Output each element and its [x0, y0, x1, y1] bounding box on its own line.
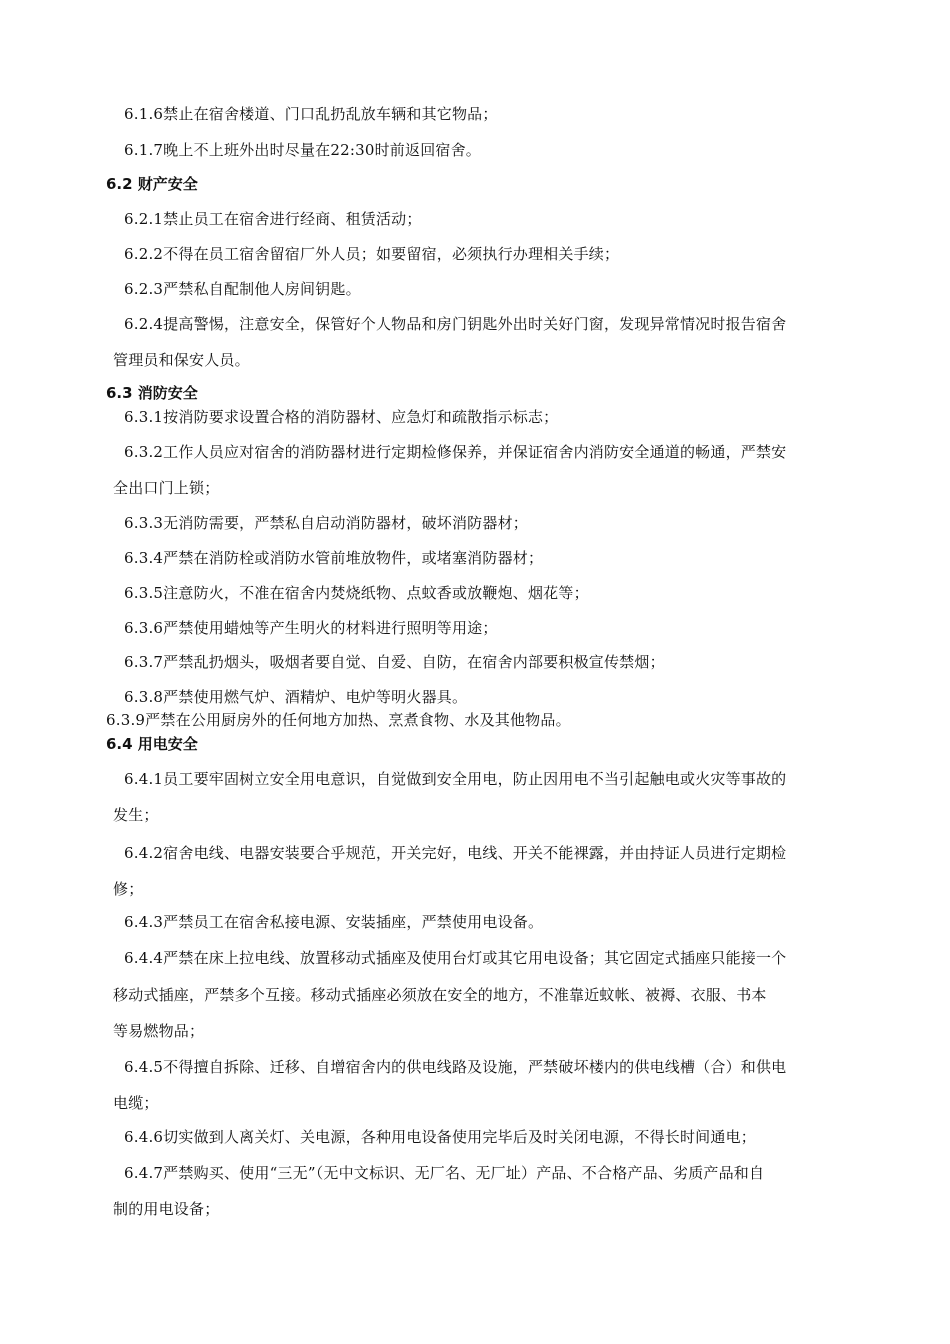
clause-6-2-4: 6.2.4提高警惕，注意安全，保管好个人物品和房门钥匙外出时关好门窗，发现异常情况时报告宿舍: [124, 315, 787, 333]
clause-6-4-2: 6.4.2宿舍电线、电器安装要合乎规范，开关完好，电线、开关不能裸露，并由持证人员进行定期检: [124, 844, 787, 862]
clause-6-4-5-continued: 电缆；: [113, 1094, 159, 1112]
clause-6-4-4-continued-2: 等易燃物品；: [113, 1022, 205, 1040]
clause-6-4-4: 6.4.4严禁在床上拉电线、放置移动式插座及使用台灯或其它用电设备；其它固定式插座只能接一个: [124, 949, 787, 967]
clause-6-1-7: 6.1.7晚上不上班外出时尽量在22:30时前返回宿舍。: [124, 141, 481, 159]
clause-6-4-2-continued: 修；: [113, 880, 144, 898]
clause-6-4-5: 6.4.5不得擅自拆除、迁移、自增宿舍内的供电线路及设施，严禁破坏楼内的供电线槽（合）和供电: [124, 1058, 787, 1076]
clause-6-1-6: 6.1.6禁止在宿舍楼道、门口乱扔乱放车辆和其它物品；: [124, 105, 498, 123]
section-heading-6-4: 6.4 用电安全: [106, 735, 198, 753]
clause-6-4-7: 6.4.7严禁购买、使用“三无”（无中文标识、无厂名、无厂址）产品、不合格产品、劣质产品和自: [124, 1164, 765, 1182]
clause-6-4-6: 6.4.6切实做到人离关灯、关电源，各种用电设备使用完毕后及时关闭电源，不得长时间通电；: [124, 1128, 756, 1146]
clause-6-3-3: 6.3.3无消防需要，严禁私自启动消防器材，破坏消防器材；: [124, 514, 528, 532]
clause-6-3-2-continued: 全出口门上锁；: [113, 479, 220, 497]
clause-6-3-1: 6.3.1按消防要求设置合格的消防器材、应急灯和疏散指示标志；: [124, 408, 559, 426]
clause-6-4-7-continued: 制的用电设备；: [113, 1200, 220, 1218]
clause-6-3-5: 6.3.5注意防火，不准在宿舍内焚烧纸物、点蚊香或放鞭炮、烟花等；: [124, 584, 589, 602]
clause-6-4-4-continued-1: 移动式插座，严禁多个互接。移动式插座必须放在安全的地方，不准靠近蚊帐、被褥、衣服、书本: [113, 986, 767, 1004]
clause-6-3-2: 6.3.2工作人员应对宿舍的消防器材进行定期检修保养，并保证宿舍内消防安全通道的畅通，严禁安: [124, 443, 787, 461]
clause-6-4-1: 6.4.1员工要牢固树立安全用电意识，自觉做到安全用电，防止因用电不当引起触电或火灾等事故的: [124, 770, 787, 788]
clause-6-3-9: 6.3.9严禁在公用厨房外的任何地方加热、烹煮食物、水及其他物品。: [106, 711, 571, 729]
clause-6-4-3: 6.4.3严禁员工在宿舍私接电源、安装插座，严禁使用电设备。: [124, 913, 544, 931]
clause-6-3-8: 6.3.8严禁使用燃气炉、酒精炉、电炉等明火器具。: [124, 688, 468, 706]
clause-6-3-7: 6.3.7严禁乱扔烟头，吸烟者要自觉、自爱、自防，在宿舍内部要积极宣传禁烟；: [124, 653, 665, 671]
clause-6-2-1: 6.2.1禁止员工在宿舍进行经商、租赁活动；: [124, 210, 422, 228]
section-heading-6-2: 6.2 财产安全: [106, 175, 198, 193]
section-heading-6-3: 6.3 消防安全: [106, 384, 198, 402]
clause-6-2-2: 6.2.2不得在员工宿舍留宿厂外人员；如要留宿，必须执行办理相关手续；: [124, 245, 620, 263]
clause-6-3-6: 6.3.6严禁使用蜡烛等产生明火的材料进行照明等用途；: [124, 619, 498, 637]
clause-6-2-3: 6.2.3严禁私自配制他人房间钥匙。: [124, 280, 361, 298]
clause-6-3-4: 6.3.4严禁在消防栓或消防水管前堆放物件，或堵塞消防器材；: [124, 549, 544, 567]
clause-6-4-1-continued: 发生；: [113, 806, 159, 824]
clause-6-2-4-continued: 管理员和保安人员。: [113, 351, 250, 369]
